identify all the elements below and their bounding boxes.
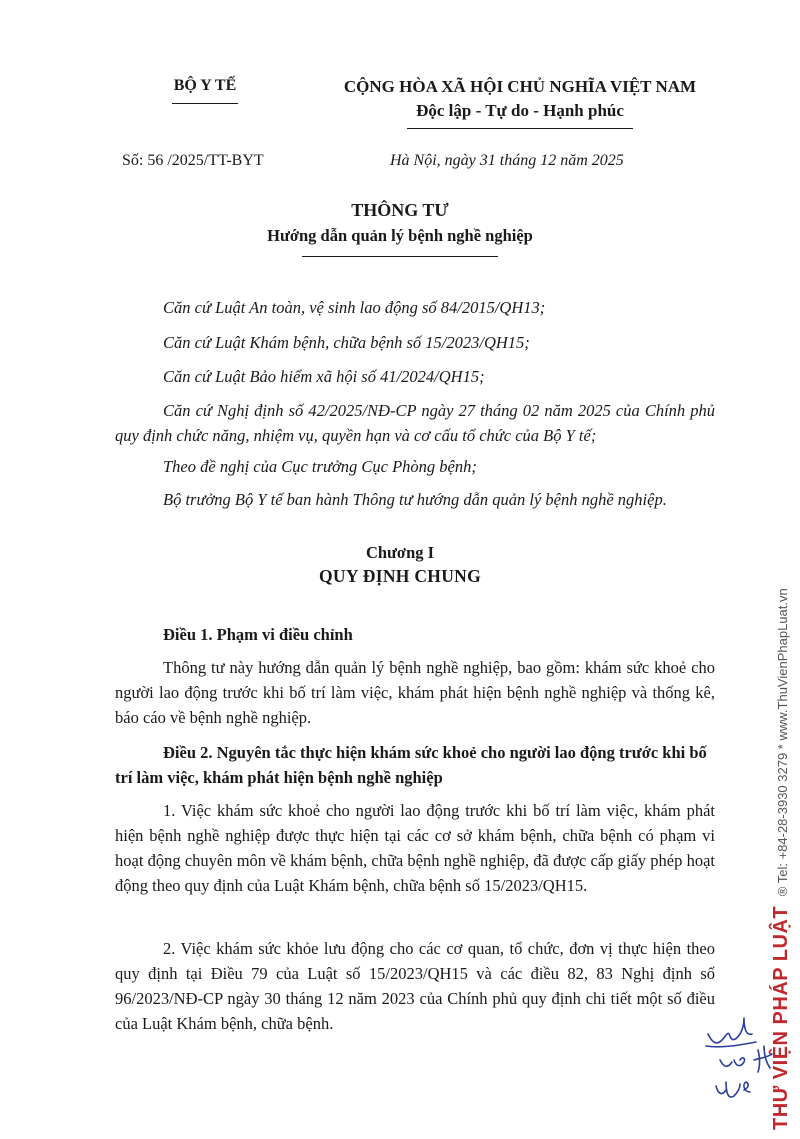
watermark-contact: ® Tel: +84-28-3930 3279 * www.ThuVienPhapLuat.vn — [775, 588, 790, 897]
title-underline — [302, 256, 498, 257]
watermark-brand: THƯ VIỆN PHÁP LUẬT — [770, 905, 792, 1130]
article-heading: Điều 1. Phạm vi điều chỉnh — [163, 625, 353, 644]
preamble-line: Căn cứ Nghị định số 42/2025/NĐ-CP ngày 27 tháng 02 năm 2025 của Chính phủ quy định chức năng, nhiệm vụ, quyền hạn và cơ cấu tổ chức của Bộ Y tế; — [115, 401, 715, 445]
chapter-title: QUY ĐỊNH CHUNG — [318, 566, 482, 586]
handwritten-initials — [700, 1010, 790, 1130]
article-paragraph: 1. Việc khám sức khoẻ cho người lao động trước khi bố trí làm việc, khám phát hiện bệnh nghề nghiệp được thực hiện tại các cơ sở khám bệnh, chữa bệnh có phạm vi hoạt động chuyên môn về khám bệnh, chữa bệnh nghề nghiệp, đã được cấp giấy phép hoạt động theo quy định của Luật Khám bệnh, chữa bệnh số 15/2023/QH15. — [115, 801, 715, 895]
preamble-line: Căn cứ Luật An toàn, vệ sinh lao động số 84/2015/QH13; — [163, 298, 546, 317]
issuing-ministry: BỘ Y TẾ — [173, 77, 237, 94]
document-number: Số: 56 /2025/TT-BYT — [122, 152, 264, 169]
chapter-label: Chương I — [365, 543, 435, 562]
article-paragraph: 2. Việc khám sức khỏe lưu động cho các cơ quan, tổ chức, đơn vị thực hiện theo quy định tại Điều 79 của Luật số 15/2023/QH15 và các điều 82, 83 Nghị định số 96/2023/NĐ-CP ngày 30 tháng 12 năm 2023 của Chính phủ quy định chi tiết một số điều của Luật Khám bệnh, chữa bệnh. — [115, 939, 715, 1033]
preamble-line: Căn cứ Luật Bảo hiểm xã hội số 41/2024/QH15; — [163, 367, 485, 386]
article-heading: Điều 2. Nguyên tắc thực hiện khám sức khoẻ cho người lao động trước khi bố trí làm việc, khám phát hiện bệnh nghề nghiệp — [115, 743, 707, 787]
preamble-line: Bộ trưởng Bộ Y tế ban hành Thông tư hướng dẫn quản lý bệnh nghề nghiệp. — [163, 490, 667, 509]
article-paragraph: Thông tư này hướng dẫn quản lý bệnh nghề nghiệp, bao gồm: khám sức khoẻ cho người lao động trước khi bố trí làm việc, khám phát hiện bệnh nghề nghiệp và thống kê, báo cáo về bệnh nghề nghiệp. — [115, 658, 715, 727]
preamble-line: Theo đề nghị của Cục trưởng Cục Phòng bệnh; — [163, 457, 477, 476]
ministry-underline — [172, 103, 238, 104]
document-type: THÔNG TƯ — [351, 200, 449, 220]
place-and-date: Hà Nội, ngày 31 tháng 12 năm 2025 — [390, 152, 624, 169]
national-motto: Độc lập - Tự do - Hạnh phúc — [416, 101, 624, 120]
document-subject: Hướng dẫn quản lý bệnh nghề nghiệp — [267, 226, 533, 245]
national-title: CỘNG HÒA XÃ HỘI CHỦ NGHĨA VIỆT NAM — [343, 77, 697, 96]
preamble-line: Căn cứ Luật Khám bệnh, chữa bệnh số 15/2023/QH15; — [163, 333, 530, 352]
motto-underline — [407, 128, 633, 129]
